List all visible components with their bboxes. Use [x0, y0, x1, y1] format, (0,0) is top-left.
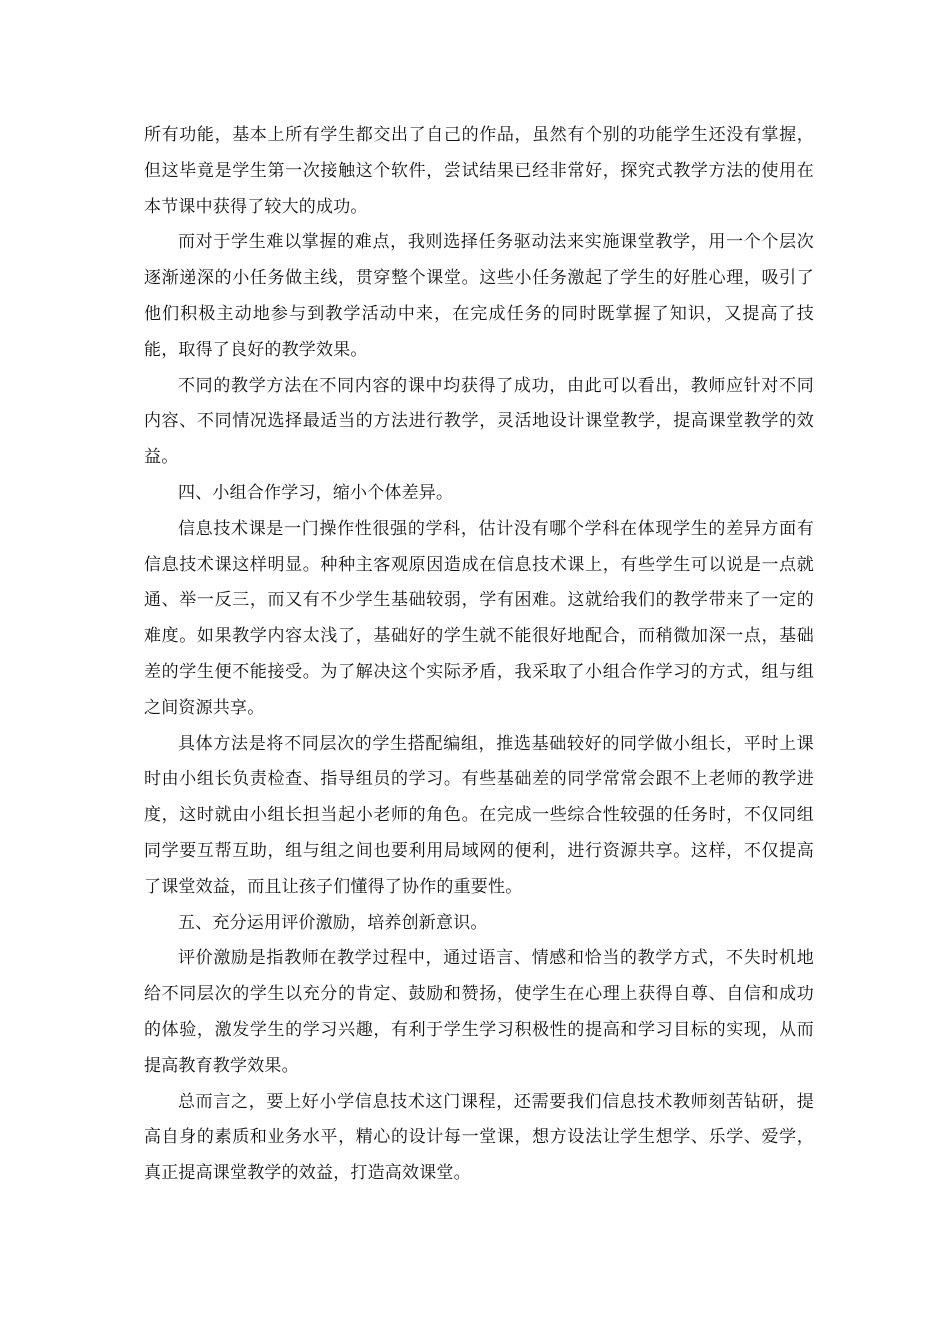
- section-heading-evaluation-incentive: 五、充分运用评价激励，培养创新意识。: [178, 912, 488, 933]
- paragraph-continuation: 所有功能，基本上所有学生都交出了自己的作品，虽然有个别的功能学生还没有掌握，但这毕竟是学生第一次接触这个软件，尝试结果已经非常好，探究式教学方法的使用在本节课中获得了较大的成功。: [144, 125, 814, 217]
- paragraph-student-differences: 信息技术课是一门操作性很强的学科，估计没有哪个学科在体现学生的差异方面有信息技术课这样明显。种种主客观原因造成在信息技术课上，有些学生可以说是一点就通、举一反三，而又有不少学生基础较弱，学有困难。这就给我们的教学带来了一定的难度。如果教学内容太浅了，基础好的学生就不能很好地配合，而稍微加深一点，基础差的学生便不能接受。为了解决这个实际矛盾，我采取了小组合作学习的方式，组与组之间资源共享。: [144, 518, 814, 718]
- paragraph-task-driven-method: 而对于学生难以掌握的难点，我则选择任务驱动法来实施课堂教学，用一个个层次逐渐递深的小任务做主线，贯穿整个课堂。这些小任务激起了学生的好胜心理，吸引了他们积极主动地参与到教学活动中来，在完成任务的同时既掌握了知识，又提高了技能，取得了良好的教学效果。: [144, 232, 814, 360]
- paragraph-evaluation-definition: 评价激励是指教师在教学过程中，通过语言、情感和恰当的教学方式，不失时机地给不同层次的学生以充分的肯定、鼓励和赞扬，使学生在心理上获得自尊、自信和成功的体验，激发学生的学习兴趣，有利于学生学习积极性的提高和学习目标的实现，从而提高教育教学效果。: [144, 948, 814, 1076]
- paragraph-conclusion: 总而言之，要上好小学信息技术这门课程，还需要我们信息技术教师刻苦钻研，提高自身的素质和业务水平，精心的设计每一堂课，想方设法让学生想学、乐学、爱学，真正提高课堂教学的效益，打造高效课堂。: [144, 1091, 814, 1184]
- paragraph-grouping-method: 具体方法是将不同层次的学生搭配编组，推选基础较好的同学做小组长，平时上课时由小组长负责检查、指导组员的学习。有些基础差的同学常常会跟不上老师的教学进度，这时就由小组长担当起小老师的角色。在完成一些综合性较强的任务时，不仅同组同学要互帮互助，组与组之间也要利用局域网的便利，进行资源共享。这样，不仅提高了课堂效益，而且让孩子们懂得了协作的重要性。: [144, 733, 814, 897]
- paragraph-teaching-methods-summary: 不同的教学方法在不同内容的课中均获得了成功，由此可以看出，教师应针对不同内容、不同情况选择最适当的方法进行教学，灵活地设计课堂教学，提高课堂教学的效益。: [144, 375, 814, 468]
- section-heading-group-learning: 四、小组合作学习，缩小个体差异。: [178, 482, 454, 503]
- document-body: [144, 118, 814, 1192]
